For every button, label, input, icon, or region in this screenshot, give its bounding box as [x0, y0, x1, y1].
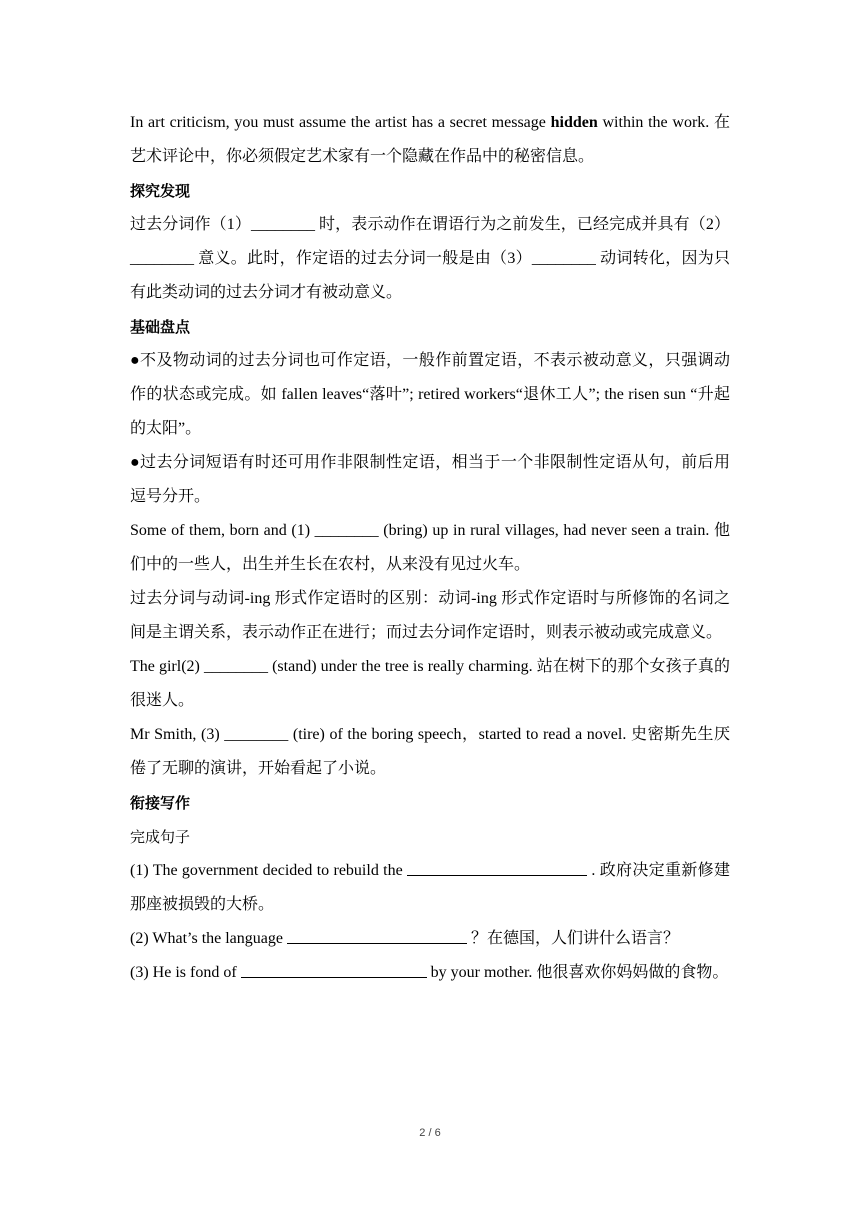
question-2-end: ？在德国，人们讲什么语言？	[466, 930, 679, 947]
question-2-start: (2) What’s the language	[130, 930, 287, 947]
exercise-question-3	[130, 956, 730, 990]
explore-blank-2[interactable]: ________	[130, 250, 194, 267]
exercise-question-1	[130, 854, 730, 922]
question-3-start: (3) He is fond of	[130, 964, 241, 981]
exercise-question-2	[130, 922, 730, 956]
example-2-end: (stand) under the tree is really charming. 站在树下的那个女孩子真的很迷人。	[130, 658, 731, 709]
intro-text-start: In art criticism, you must assume the artist has a secret message	[130, 114, 551, 131]
basics-point-2: ●过去分词短语有时还可用作非限制性定语，相当于一个非限制性定语从句，前后用逗号分开。	[130, 454, 730, 505]
section-heading-writing: 衔接写作	[130, 794, 191, 812]
example-3-blank[interactable]: ________	[224, 726, 289, 743]
question-1-end: . 政府决定重新修建那座被损毁的大桥。	[130, 862, 730, 913]
highlighted-word: hidden	[550, 114, 598, 131]
document-body	[130, 106, 730, 990]
explore-blank-1[interactable]: ________	[250, 216, 315, 233]
subheading-complete-sentences: 完成句子	[130, 828, 191, 846]
question-1-start: (1) The government decided to rebuild the	[130, 862, 408, 879]
explore-text-3: 意义。此时，作定语的过去分词一般是由（3）	[194, 250, 532, 267]
section-heading-basics: 基础盘点	[130, 318, 191, 336]
example-3-end: (tire) of the boring speech，started to read a novel. 史密斯先生厌倦了无聊的演讲，开始看起了小说。	[130, 726, 730, 777]
example-1-start: Some of them, born and (1)	[130, 522, 315, 539]
answer-line-2[interactable]	[287, 927, 467, 944]
answer-line-3[interactable]	[241, 961, 427, 978]
answer-line-1[interactable]	[407, 859, 587, 876]
explore-paragraph	[130, 208, 730, 310]
intro-text-end: within the work. 在艺术评论中，你必须假定艺术家有一个隐藏在作品中的秘密信息。	[130, 114, 730, 165]
explore-text-1: 过去分词作（1）	[130, 216, 251, 233]
basics-point-1: ●不及物动词的过去分词也可作定语，一般作前置定语，不表示被动意义，只强调动作的状态或完成。如 fallen leaves“落叶”; retired workers“退休工人”; the risen sun “升起的太阳”。	[130, 352, 730, 437]
comparison-paragraph: 过去分词与动词-ing 形式作定语时的区别：动词-ing 形式作定语时与所修饰的名词之间是主谓关系，表示动作正在进行；而过去分词作定语时，则表示被动或完成意义。	[130, 590, 730, 641]
example-1-blank[interactable]: ________	[314, 522, 379, 539]
example-sentence-1	[130, 514, 730, 582]
section-heading-explore: 探究发现	[130, 182, 191, 200]
example-sentence-2	[130, 650, 730, 718]
question-3-end: by your mother. 他很喜欢你妈妈做的食物。	[426, 964, 729, 981]
example-sentence-3	[130, 718, 730, 786]
intro-example-paragraph	[130, 106, 730, 174]
page-number: 2 / 6	[419, 1127, 441, 1139]
explore-text-4: 动词转化，因为只有此类动词的过去分词才有被动意义。	[130, 250, 730, 301]
example-2-blank[interactable]: ________	[203, 658, 268, 675]
example-2-start: The girl(2)	[130, 658, 204, 675]
explore-blank-3[interactable]: ________	[531, 250, 596, 267]
explore-text-2: 时，表示动作在谓语行为之前发生，已经完成并具有（2）	[314, 216, 730, 233]
example-3-start: Mr Smith, (3)	[130, 726, 225, 743]
example-1-end: (bring) up in rural villages, had never seen a train. 他们中的一些人，出生并生长在农村，从来没有见过火车。	[130, 522, 730, 573]
